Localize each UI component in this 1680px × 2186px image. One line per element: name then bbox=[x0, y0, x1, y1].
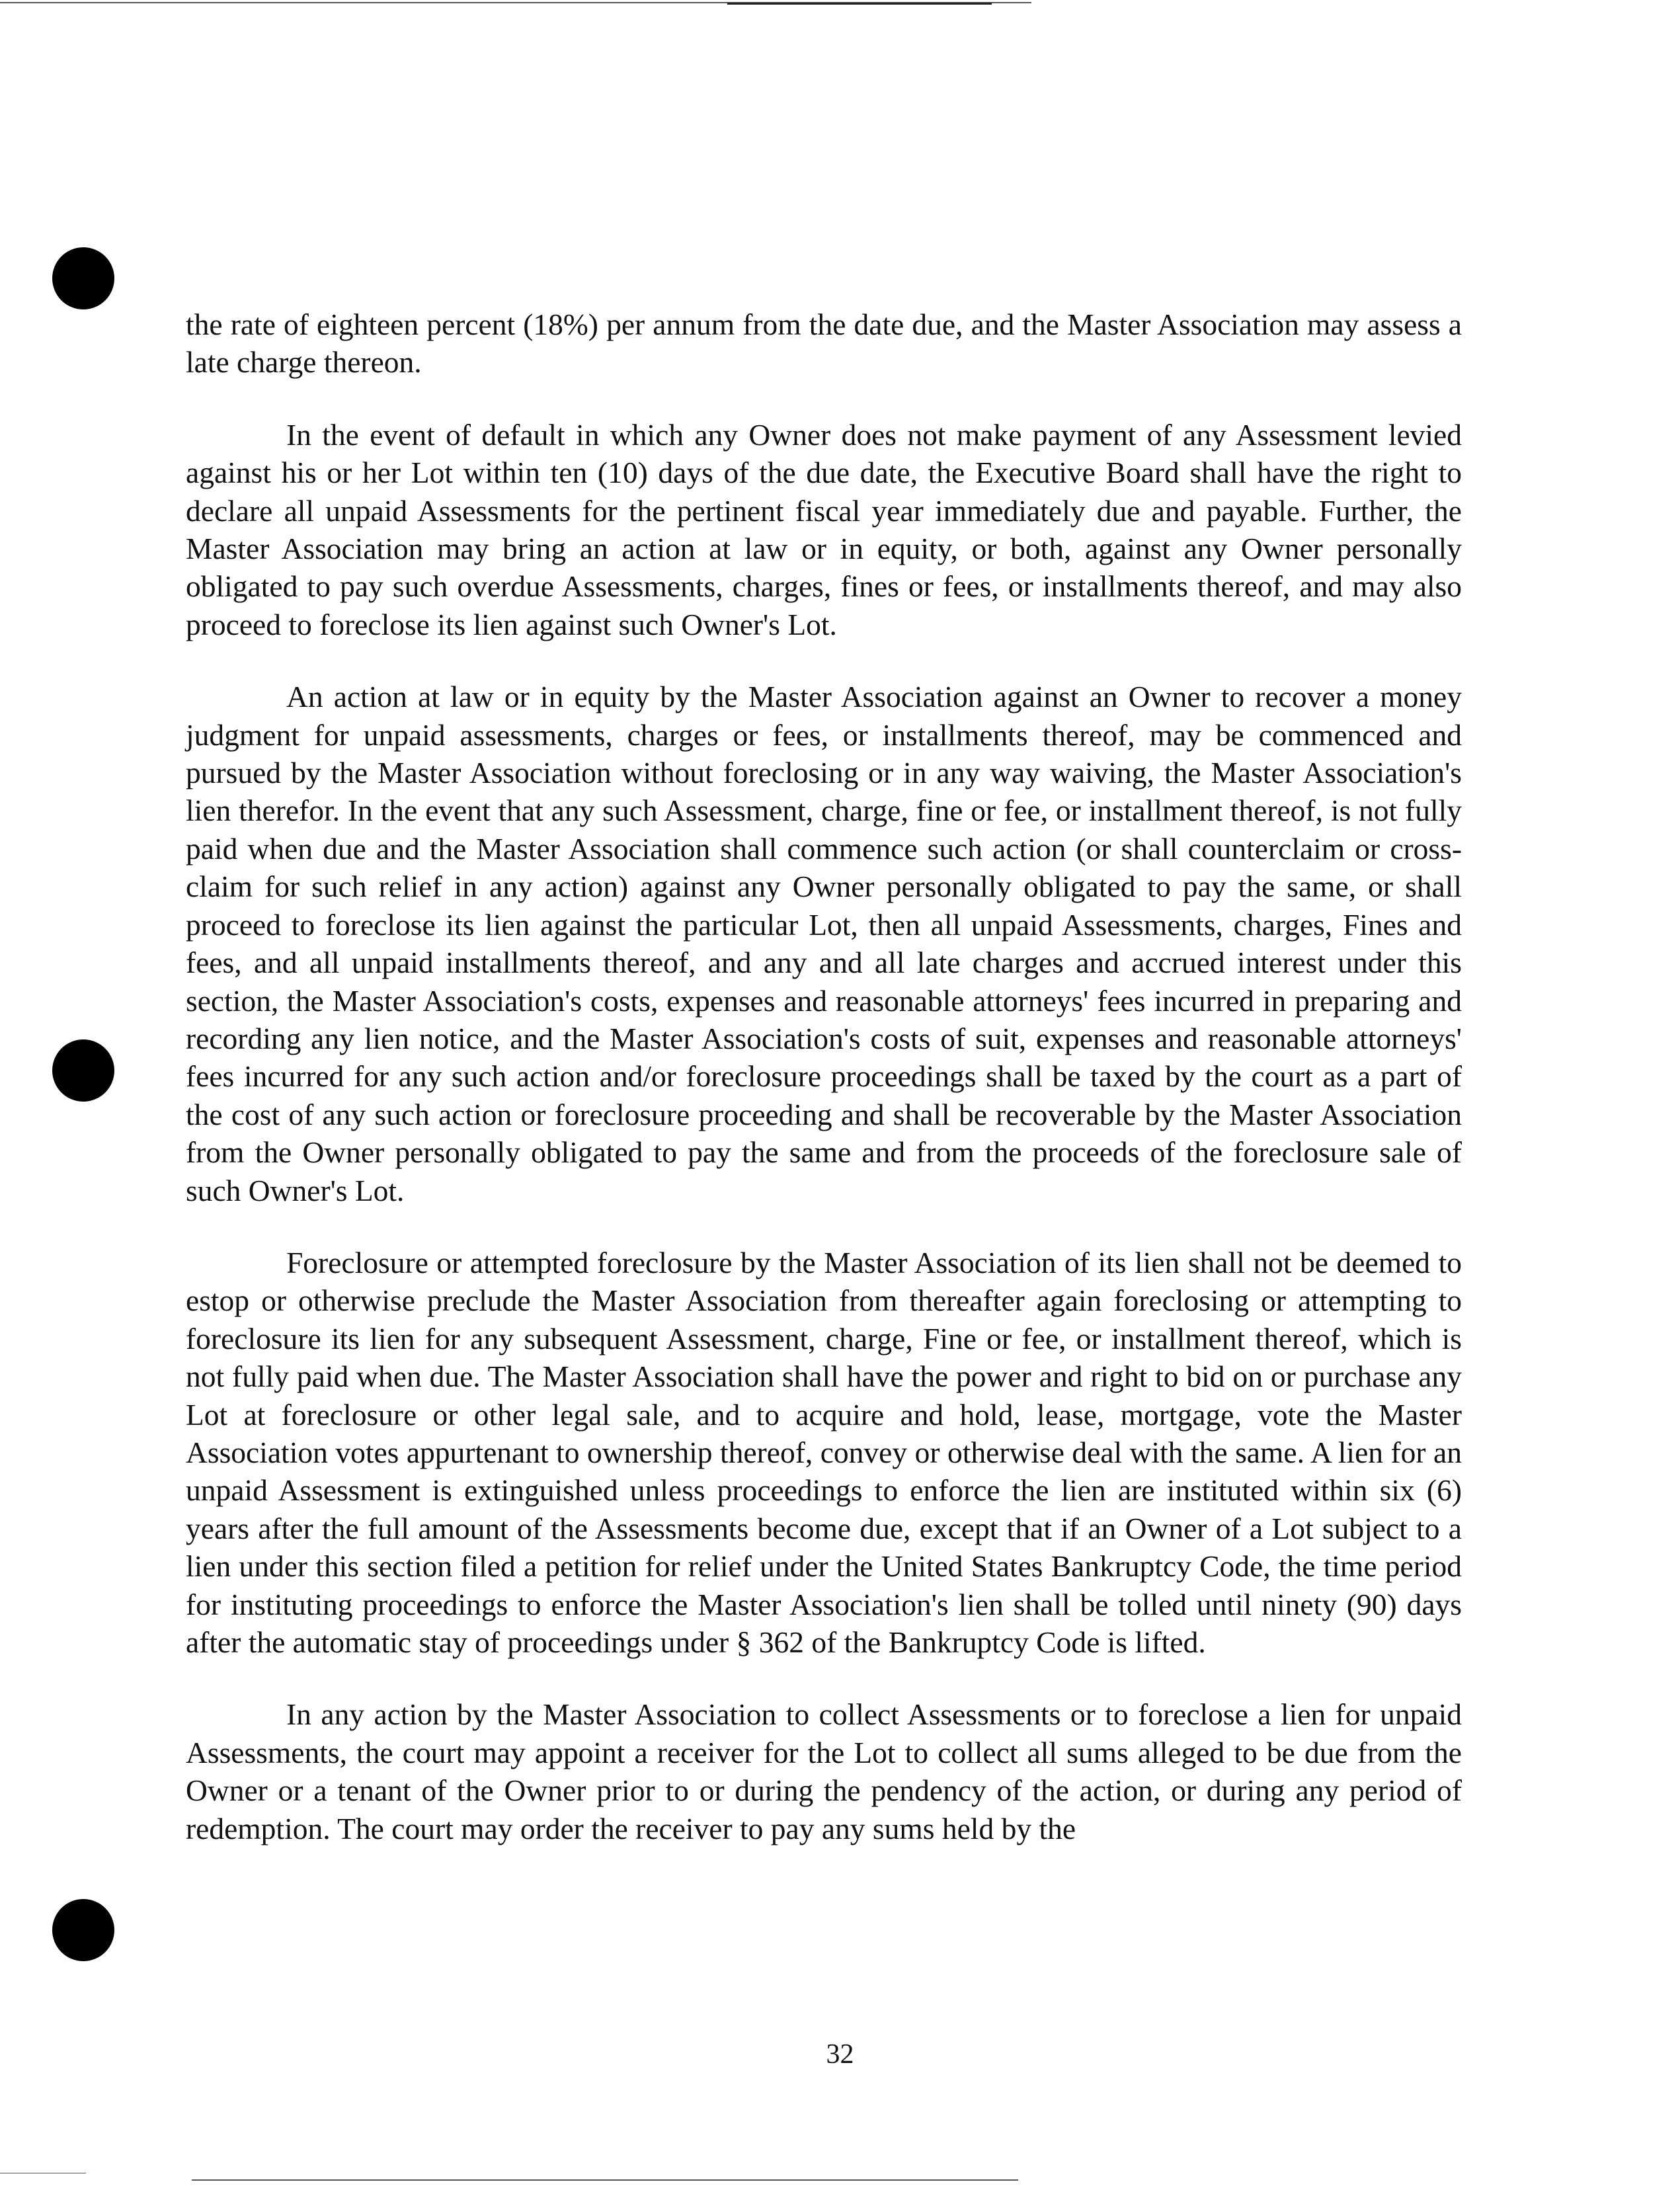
paragraph-foreclosure: Foreclosure or attempted foreclosure by the Master Association of its lien shall not be deemed to estop or otherwise preclude the Master Association from thereafter again foreclosing or attempting to foreclosure its lien for any subsequent Assessment, charge, Fine or fee, or installment thereof, which is not fully paid when due. The Master Association shall have the power and right to bid on or purchase any Lot at foreclosure or other legal sale, and to acquire and hold, lease, mortgage, vote the Master Association votes appurtenant to ownership thereof, convey or otherwise deal with the same. A lien for an unpaid Assessment is extinguished unless proceedings to enforce the lien are instituted within six (6) years after the full amount of the Assessments become due, except that if an Owner of a Lot subject to a lien under this section filed a petition for relief under the United States Bankruptcy Code, the time period for instituting proceedings to enforce the Master Association's lien shall be tolled until ninety (90) days after the automatic stay of proceedings under § 362 of the Bankruptcy Code is lifted. bbox=[186, 1245, 1462, 1659]
paragraph-action-at-law: An action at law or in equity by the Master Association against an Owner to recover a money judgment for unpaid assessments, charges or fees, or installments thereof, may be commenced and pursued by the Master Association without foreclosing or in any way waiving, the Master Association's lien therefor. In the event that any such Assessment, charge, fine or fee, or installment thereof, is not fully paid when due and the Master Association shall commence such action (or shall counterclaim or cross-claim for such relief in any action) against any Owner personally obligated to pay the same, or shall proceed to foreclose its lien against the particular Lot, then all unpaid Assessments, charges, Fines and fees, and all unpaid installments thereof, and any and all late charges and accrued interest under this section, the Master Association's costs, expenses and reasonable attorneys' fees incurred in preparing and recording any lien notice, and the Master Association's costs of suit, expenses and reasonable attorneys' fees incurred for any such action and/or foreclosure proceedings shall be taxed by the court as a part of the cost of any such action or foreclosure proceeding and shall be recoverable by the Master Association from the Owner personally obligated to pay the same and from the proceeds of the foreclosure sale of such Owner's Lot. bbox=[186, 680, 1462, 1207]
paragraph-default: In the event of default in which any Owner does not make payment of any Assessment levied against his or her Lot within ten (10) days of the due date, the Executive Board shall have the right to declare all unpaid Assessments for the pertinent fiscal year immediately due and payable. Further, the Master Association may bring an action at law or in equity, or both, against any Owner personally obligated to pay such overdue Assessments, charges, fines or fees, or installments thereof, and may also proceed to foreclose its lien against such Owner's Lot. bbox=[186, 417, 1462, 641]
page-number: 32 bbox=[826, 2039, 854, 2070]
scan-artifact-top-dark bbox=[727, 3, 992, 5]
punch-hole-bottom bbox=[52, 1899, 114, 1961]
paragraph-receiver: In any action by the Master Association to collect Assessments or to foreclose a lien for unpaid Assessments, the court may appoint a receiver for the Lot to collect all sums alleged to be due from the Owner or a tenant of the Owner prior to or during the pendency of the action, or during any period of redemption. The court may order the receiver to pay any sums held by the bbox=[186, 1697, 1462, 1845]
document-body bbox=[186, 305, 1462, 1882]
paragraph-continuation: the rate of eighteen percent (18%) per annum from the date due, and the Master Association may assess a late charge thereon. bbox=[186, 307, 1462, 380]
punch-hole-middle bbox=[52, 1039, 114, 1102]
punch-hole-top bbox=[52, 247, 114, 309]
scan-artifact-bottom bbox=[192, 2179, 1018, 2181]
